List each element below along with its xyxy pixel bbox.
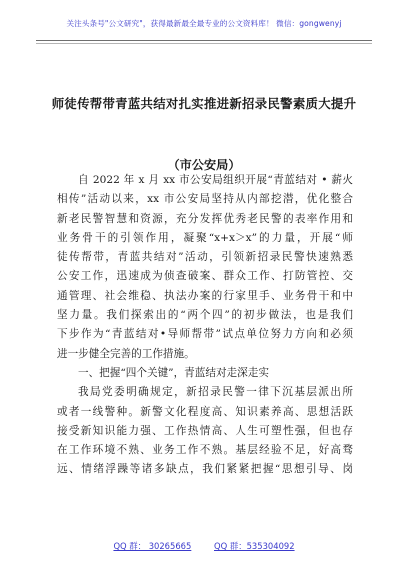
body-line: 进一步健全完善的工作措施。 <box>57 347 195 360</box>
document-subtitle: （市公安局） <box>167 158 241 172</box>
header-divider-secondary <box>36 43 372 44</box>
header-divider <box>36 40 372 41</box>
footer <box>0 540 408 552</box>
body-line: 远、情绪浮躁等诸多缺点，我们紧紧把握“思想引导、岗 <box>57 463 353 476</box>
body-line: 公安工作，迅速成为侦查破案、群众工作、打防管控、交 <box>57 270 353 283</box>
body-line: 下步作为“青蓝结对•导师帮带”试点单位努力方向和必须 <box>57 328 353 341</box>
body-line: 自 2022 年 x 月 xx 市公安局组织开展“青蓝结对 • 薪火 <box>78 174 353 186</box>
document-title: 师徒传帮带青蓝共结对扎实推进新招录民警素质大提升 <box>51 96 357 111</box>
body-line: 我局党委明确规定，新招录民警一律下沉基层派出所 <box>78 386 353 399</box>
body-line: 坚力量。我们探索出的“两个四”的初步做法，也是我们 <box>57 309 353 322</box>
header-banner: 关注头条号"公文研究"，获得最新最全最专业的公文资料库！ 微信：gongwenyj <box>66 19 342 28</box>
footer-qq-group-2[interactable]: QQ 群：535304092 <box>214 541 295 551</box>
body-line: 业务骨干的引领作用，凝聚“x+x＞x”的力量，开展“师 <box>57 231 353 244</box>
body-line: 徒传帮带，青蓝共结对”活动，引领新招录民警快速熟悉 <box>57 251 353 264</box>
body-line: 接受新知识能力强、工作热情高、人生可塑性强，但也存 <box>57 424 353 437</box>
section-heading: 一、把握“四个关键”，青蓝结对走深走实 <box>78 366 269 379</box>
body-line: 通管理、社会维稳、执法办案的行家里手、业务骨干和中 <box>57 289 353 302</box>
document-body <box>57 171 353 480</box>
body-line: 在工作环境不熟、业务工作不熟。基层经验不足，好高骛 <box>57 444 353 457</box>
body-line: 或者一线警种。新警文化程度高、知识素养高、思想活跃 <box>57 405 353 418</box>
body-line: 新老民警智慧和资源，充分发挥优秀老民警的表率作用和 <box>57 212 353 225</box>
footer-qq-group-1[interactable]: QQ 群： 30265665 <box>113 541 192 551</box>
body-line: 相传”活动以来，xx 市公安局坚持从内部挖潜，优化整合 <box>57 193 353 206</box>
